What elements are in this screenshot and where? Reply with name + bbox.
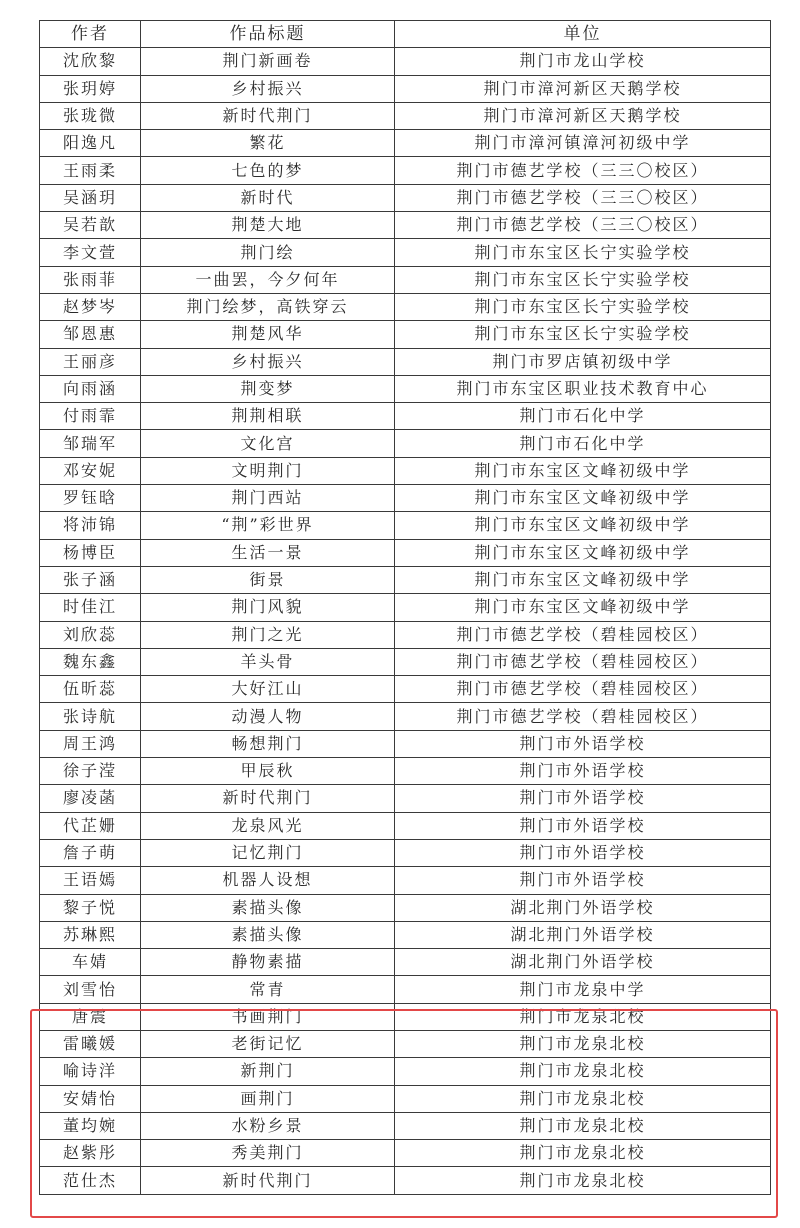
- table-row: [40, 512, 771, 539]
- author-cell: 王雨柔: [40, 157, 141, 184]
- table-row: [40, 1003, 771, 1030]
- title-cell: 龙泉风光: [141, 812, 395, 839]
- table-row: [40, 184, 771, 211]
- unit-cell: 荆门市德艺学校（碧桂园校区）: [395, 648, 771, 675]
- table-row: [40, 894, 771, 921]
- unit-cell: 荆门市德艺学校（碧桂园校区）: [395, 621, 771, 648]
- title-cell: 荆楚风华: [141, 321, 395, 348]
- table-row: [40, 430, 771, 457]
- title-cell: 乡村振兴: [141, 348, 395, 375]
- table-row: [40, 130, 771, 157]
- table-row: [40, 921, 771, 948]
- table-row: [40, 266, 771, 293]
- table-row: [40, 348, 771, 375]
- table-row: [40, 621, 771, 648]
- title-cell: 一曲罢，今夕何年: [141, 266, 395, 293]
- author-cell: 黎子悦: [40, 894, 141, 921]
- author-cell: 喻诗洋: [40, 1058, 141, 1085]
- author-cell: 周王鸿: [40, 730, 141, 757]
- title-cell: 新时代荆门: [141, 1167, 395, 1194]
- unit-cell: 荆门市龙泉北校: [395, 1003, 771, 1030]
- unit-cell: 荆门市东宝区职业技术教育中心: [395, 375, 771, 402]
- author-cell: 王丽彦: [40, 348, 141, 375]
- table-row: [40, 403, 771, 430]
- unit-cell: 荆门市东宝区文峰初级中学: [395, 485, 771, 512]
- author-cell: 范仕杰: [40, 1167, 141, 1194]
- unit-cell: 荆门市罗店镇初级中学: [395, 348, 771, 375]
- author-cell: 代芷姗: [40, 812, 141, 839]
- title-cell: 文化宫: [141, 430, 395, 457]
- title-cell: 乡村振兴: [141, 75, 395, 102]
- table-row: [40, 949, 771, 976]
- unit-cell: 荆门市龙泉北校: [395, 1058, 771, 1085]
- author-cell: 刘雪怡: [40, 976, 141, 1003]
- table-row: [40, 239, 771, 266]
- author-cell: 吴若歆: [40, 212, 141, 239]
- unit-cell: 荆门市德艺学校（三三〇校区）: [395, 157, 771, 184]
- table-row: [40, 758, 771, 785]
- table-row: [40, 839, 771, 866]
- unit-cell: 湖北荆门外语学校: [395, 894, 771, 921]
- table-row: [40, 976, 771, 1003]
- table-row: [40, 539, 771, 566]
- table-body: [40, 48, 771, 1194]
- table-row: [40, 676, 771, 703]
- title-cell: 常青: [141, 976, 395, 1003]
- table-row: [40, 293, 771, 320]
- unit-cell: 荆门市东宝区长宁实验学校: [395, 239, 771, 266]
- unit-cell: 荆门市石化中学: [395, 430, 771, 457]
- title-cell: “荆”彩世界: [141, 512, 395, 539]
- table-row: [40, 48, 771, 75]
- author-cell: 王语嫣: [40, 867, 141, 894]
- table-row: [40, 812, 771, 839]
- title-cell: 动漫人物: [141, 703, 395, 730]
- author-cell: 罗钰晗: [40, 485, 141, 512]
- unit-cell: 荆门市漳河镇漳河初级中学: [395, 130, 771, 157]
- author-cell: 雷曦媛: [40, 1030, 141, 1057]
- author-cell: 张玥婷: [40, 75, 141, 102]
- author-cell: 张子涵: [40, 566, 141, 593]
- unit-cell: 荆门市德艺学校（三三〇校区）: [395, 212, 771, 239]
- author-cell: 刘欣蕊: [40, 621, 141, 648]
- unit-cell: 荆门市龙泉中学: [395, 976, 771, 1003]
- unit-cell: 荆门市外语学校: [395, 758, 771, 785]
- title-cell: 荆门新画卷: [141, 48, 395, 75]
- author-cell: 时佳江: [40, 594, 141, 621]
- unit-cell: 荆门市外语学校: [395, 839, 771, 866]
- title-cell: 七色的梦: [141, 157, 395, 184]
- unit-cell: 荆门市龙泉北校: [395, 1085, 771, 1112]
- author-cell: 邹瑞军: [40, 430, 141, 457]
- unit-cell: 荆门市德艺学校（碧桂园校区）: [395, 703, 771, 730]
- unit-cell: 荆门市东宝区长宁实验学校: [395, 266, 771, 293]
- title-column-header: 作品标题: [141, 21, 395, 48]
- unit-cell: 荆门市东宝区文峰初级中学: [395, 539, 771, 566]
- unit-column-header: 单位: [395, 21, 771, 48]
- table-row: [40, 485, 771, 512]
- table-row: [40, 566, 771, 593]
- title-cell: 荆变梦: [141, 375, 395, 402]
- table-row: [40, 102, 771, 129]
- title-cell: 荆门风貌: [141, 594, 395, 621]
- title-cell: 素描头像: [141, 894, 395, 921]
- title-cell: 记忆荆门: [141, 839, 395, 866]
- title-cell: 羊头骨: [141, 648, 395, 675]
- table-row: [40, 703, 771, 730]
- author-cell: 赵梦岑: [40, 293, 141, 320]
- unit-cell: 荆门市外语学校: [395, 812, 771, 839]
- table-row: [40, 321, 771, 348]
- table-row: [40, 785, 771, 812]
- award-list-table: [39, 20, 771, 1195]
- unit-cell: 荆门市外语学校: [395, 730, 771, 757]
- author-cell: 阳逸凡: [40, 130, 141, 157]
- title-cell: 荆楚大地: [141, 212, 395, 239]
- author-cell: 张诗航: [40, 703, 141, 730]
- unit-cell: 荆门市漳河新区天鹅学校: [395, 75, 771, 102]
- title-cell: 甲辰秋: [141, 758, 395, 785]
- title-cell: 荆门绘梦，高铁穿云: [141, 293, 395, 320]
- unit-cell: 荆门市东宝区文峰初级中学: [395, 512, 771, 539]
- author-cell: 张雨菲: [40, 266, 141, 293]
- title-cell: 静物素描: [141, 949, 395, 976]
- title-cell: 荆门之光: [141, 621, 395, 648]
- unit-cell: 荆门市龙山学校: [395, 48, 771, 75]
- unit-cell: 荆门市德艺学校（碧桂园校区）: [395, 676, 771, 703]
- author-cell: 魏东鑫: [40, 648, 141, 675]
- unit-cell: 荆门市东宝区文峰初级中学: [395, 594, 771, 621]
- header-row: [40, 21, 771, 48]
- author-cell: 张珑微: [40, 102, 141, 129]
- author-cell: 吴涵玥: [40, 184, 141, 211]
- title-cell: 新时代荆门: [141, 785, 395, 812]
- author-column-header: 作者: [40, 21, 141, 48]
- table-row: [40, 157, 771, 184]
- title-cell: 文明荆门: [141, 457, 395, 484]
- unit-cell: 荆门市东宝区文峰初级中学: [395, 566, 771, 593]
- author-cell: 伍昕蕊: [40, 676, 141, 703]
- table-row: [40, 1140, 771, 1167]
- unit-cell: 荆门市石化中学: [395, 403, 771, 430]
- author-cell: 詹子萌: [40, 839, 141, 866]
- table-row: [40, 1112, 771, 1139]
- table-row: [40, 212, 771, 239]
- unit-cell: 荆门市外语学校: [395, 785, 771, 812]
- author-cell: 廖凌菡: [40, 785, 141, 812]
- title-cell: 荆门绘: [141, 239, 395, 266]
- author-cell: 邹恩惠: [40, 321, 141, 348]
- title-cell: 老街记忆: [141, 1030, 395, 1057]
- table-row: [40, 375, 771, 402]
- author-cell: 安婧怡: [40, 1085, 141, 1112]
- author-cell: 赵紫彤: [40, 1140, 141, 1167]
- author-cell: 向雨涵: [40, 375, 141, 402]
- author-cell: 将沛锦: [40, 512, 141, 539]
- author-cell: 董均婉: [40, 1112, 141, 1139]
- unit-cell: 湖北荆门外语学校: [395, 949, 771, 976]
- title-cell: 新时代: [141, 184, 395, 211]
- title-cell: 秀美荆门: [141, 1140, 395, 1167]
- title-cell: 画荆门: [141, 1085, 395, 1112]
- title-cell: 新荆门: [141, 1058, 395, 1085]
- table-row: [40, 1030, 771, 1057]
- table-row: [40, 75, 771, 102]
- unit-cell: 荆门市龙泉北校: [395, 1167, 771, 1194]
- title-cell: 机器人设想: [141, 867, 395, 894]
- author-cell: 车婧: [40, 949, 141, 976]
- title-cell: 荆门西站: [141, 485, 395, 512]
- table-row: [40, 867, 771, 894]
- author-cell: 李文萱: [40, 239, 141, 266]
- award-list-table-container: [39, 20, 770, 1195]
- unit-cell: 荆门市东宝区长宁实验学校: [395, 321, 771, 348]
- unit-cell: 荆门市龙泉北校: [395, 1140, 771, 1167]
- unit-cell: 荆门市龙泉北校: [395, 1030, 771, 1057]
- unit-cell: 荆门市龙泉北校: [395, 1112, 771, 1139]
- unit-cell: 荆门市东宝区长宁实验学校: [395, 293, 771, 320]
- unit-cell: 荆门市外语学校: [395, 867, 771, 894]
- table-row: [40, 457, 771, 484]
- author-cell: 唐震: [40, 1003, 141, 1030]
- author-cell: 付雨霏: [40, 403, 141, 430]
- table-row: [40, 1167, 771, 1194]
- title-cell: 大好江山: [141, 676, 395, 703]
- table-row: [40, 1058, 771, 1085]
- table-row: [40, 1085, 771, 1112]
- title-cell: 繁花: [141, 130, 395, 157]
- title-cell: 畅想荆门: [141, 730, 395, 757]
- unit-cell: 荆门市漳河新区天鹅学校: [395, 102, 771, 129]
- unit-cell: 荆门市东宝区文峰初级中学: [395, 457, 771, 484]
- title-cell: 街景: [141, 566, 395, 593]
- title-cell: 水粉乡景: [141, 1112, 395, 1139]
- author-cell: 邓安妮: [40, 457, 141, 484]
- table-row: [40, 648, 771, 675]
- title-cell: 生活一景: [141, 539, 395, 566]
- unit-cell: 荆门市德艺学校（三三〇校区）: [395, 184, 771, 211]
- author-cell: 沈欣黎: [40, 48, 141, 75]
- table-row: [40, 730, 771, 757]
- author-cell: 苏琳熙: [40, 921, 141, 948]
- title-cell: 荆荆相联: [141, 403, 395, 430]
- title-cell: 书画荆门: [141, 1003, 395, 1030]
- table-row: [40, 594, 771, 621]
- title-cell: 新时代荆门: [141, 102, 395, 129]
- author-cell: 杨博臣: [40, 539, 141, 566]
- unit-cell: 湖北荆门外语学校: [395, 921, 771, 948]
- title-cell: 素描头像: [141, 921, 395, 948]
- author-cell: 徐子滢: [40, 758, 141, 785]
